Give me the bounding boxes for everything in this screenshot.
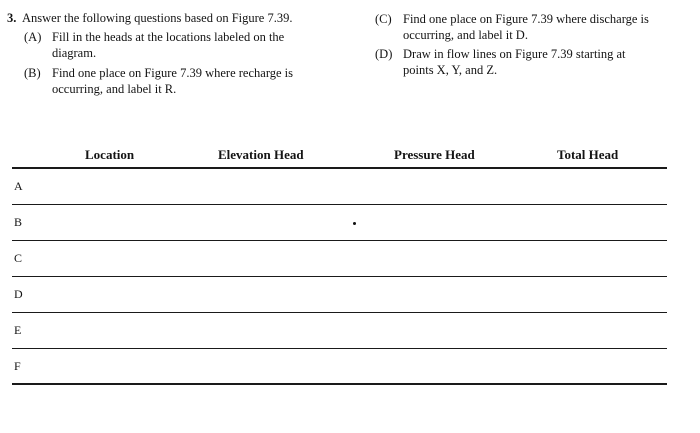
part-b-text: Find one place on Figure 7.39 where recharge is	[52, 66, 294, 80]
part-c-label: (C)	[375, 12, 392, 26]
row-e-rule	[12, 348, 667, 349]
header-elevation-head: Elevation Head	[218, 147, 304, 162]
question-stem: Answer the following questions based on Figure 7.39.	[22, 11, 293, 25]
row-b-rule	[12, 240, 667, 241]
part-d-text-cont: points X, Y, and Z.	[403, 63, 498, 77]
row-d-rule	[12, 312, 667, 313]
row-label-e: E	[14, 323, 22, 337]
part-b-text-cont: occurring, and label it R.	[52, 82, 177, 96]
print-speck	[353, 222, 356, 225]
part-d-text: Draw in flow lines on Figure 7.39 starting at	[403, 47, 626, 61]
part-a-label: (A)	[24, 30, 42, 44]
row-label-a: A	[14, 179, 23, 193]
part-c-text: Find one place on Figure 7.39 where discharge is	[403, 12, 649, 26]
part-a-text: Fill in the heads at the locations labeled on the	[52, 30, 285, 44]
part-c-text-cont: occurring, and label it D.	[403, 28, 528, 42]
table-bottom-rule	[12, 383, 667, 385]
row-a-rule	[12, 204, 667, 205]
row-label-b: B	[14, 215, 23, 229]
header-location: Location	[85, 147, 135, 162]
row-label-f: F	[14, 359, 21, 373]
header-total-head: Total Head	[557, 147, 619, 162]
row-label-c: C	[14, 251, 23, 265]
row-c-rule	[12, 276, 667, 277]
part-b-label: (B)	[24, 66, 41, 80]
question-number: 3.	[7, 11, 17, 25]
table-top-rule	[12, 167, 667, 169]
part-a-text-cont: diagram.	[52, 46, 97, 60]
part-d-label: (D)	[375, 47, 393, 61]
row-label-d: D	[14, 287, 23, 301]
header-pressure-head: Pressure Head	[394, 147, 475, 162]
